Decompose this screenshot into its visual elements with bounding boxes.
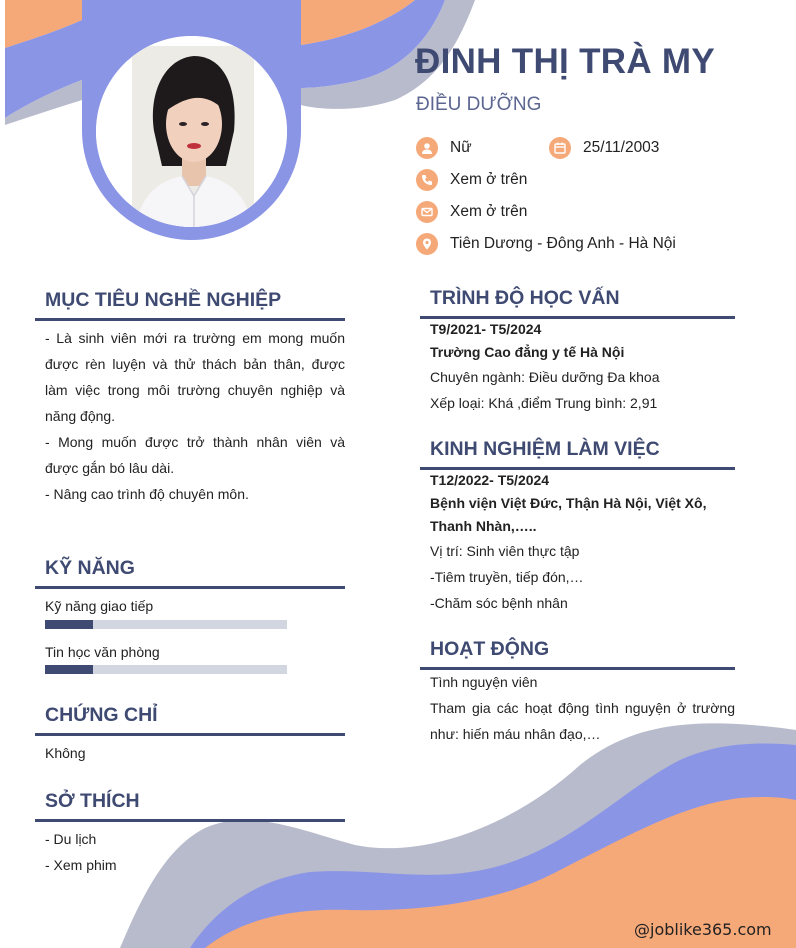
experience-place: Bệnh viện Việt Đức, Thận Hà Nội, Việt Xô, Thanh Nhàn,…..	[430, 495, 707, 534]
skill-bar-track	[45, 620, 287, 629]
info-address	[416, 233, 676, 255]
activity-name: Tình nguyện viên	[430, 674, 538, 690]
education-school: Trường Cao đẳng y tế Hà Nội	[430, 344, 625, 360]
certificates-value: Không	[45, 745, 86, 761]
activity-description: Tham gia các hoạt động tình nguyện ở trường như: hiến máu nhân đạo,…	[430, 700, 735, 742]
info-birthday	[549, 137, 659, 159]
skill-label: Tin học văn phòng	[45, 644, 160, 660]
info-email	[416, 201, 527, 223]
user-icon	[416, 137, 438, 159]
phone-icon	[416, 169, 438, 191]
section-title-objective: MỤC TIÊU NGHỀ NGHIỆP	[35, 289, 345, 321]
section-title-certificates: CHỨNG CHỈ	[35, 704, 345, 736]
hobby-item: - Du lịch	[45, 831, 97, 847]
job-title: ĐIỀU DƯỠNG	[416, 94, 542, 115]
education-grade: Xếp loại: Khá ,điểm Trung bình: 2,91	[430, 395, 658, 411]
calendar-icon	[549, 137, 571, 159]
experience-duties	[430, 564, 735, 616]
birthday-value: 25/11/2003	[583, 139, 660, 156]
skill-bar-track	[45, 665, 287, 674]
section-title-skills: KỸ NĂNG	[35, 557, 345, 589]
info-phone	[416, 169, 527, 191]
skill-label: Kỹ năng giao tiếp	[45, 598, 154, 614]
section-title-experience: KINH NGHIỆM LÀM VIỆC	[420, 438, 735, 470]
section-title-education: TRÌNH ĐỘ HỌC VẤN	[420, 287, 735, 319]
skill-bar-fill	[45, 620, 93, 629]
skill-bar-fill	[45, 665, 93, 674]
education-major: Chuyên ngành: Điều dưỡng Đa khoa	[430, 369, 660, 385]
avatar	[96, 36, 287, 227]
candidate-name: ĐINH THỊ TRÀ MY	[415, 42, 716, 81]
objective-line: - Mong muốn được trở thành nhân viên và được gắn bó lâu dài.	[45, 434, 345, 476]
experience-period: T12/2022- T5/2024	[430, 472, 550, 488]
portrait-photo	[96, 36, 287, 227]
email-value: Xem ở trên	[450, 203, 528, 220]
objective-line: - Nâng cao trình độ chuyên môn.	[45, 486, 249, 502]
objective-text	[45, 325, 345, 507]
address-value: Tiên Dương - Đông Anh - Hà Nội	[450, 235, 676, 252]
section-title-hobbies: SỞ THÍCH	[35, 790, 345, 822]
hobbies-list	[45, 826, 117, 878]
location-icon	[416, 233, 438, 255]
phone-value: Xem ở trên	[450, 171, 528, 188]
mail-icon	[416, 201, 438, 223]
objective-line: - Là sinh viên mới ra trường em mong muốn được rèn luyện và thử thách bản thân, được làm việc trong môi trường chuyên nghiệp và năng động.	[45, 330, 345, 424]
experience-position: Vị trí: Sinh viên thực tập	[430, 543, 580, 559]
section-title-activities: HOẠT ĐỘNG	[420, 638, 735, 670]
info-gender	[416, 137, 472, 159]
experience-duty: -Chăm sóc bệnh nhân	[430, 595, 568, 611]
watermark: @joblike365.com	[634, 920, 772, 939]
education-period: T9/2021- T5/2024	[430, 321, 542, 337]
experience-duty: -Tiêm truyền, tiếp đón,…	[430, 569, 584, 585]
hobby-item: - Xem phim	[45, 857, 117, 873]
gender-value: Nữ	[450, 139, 472, 156]
